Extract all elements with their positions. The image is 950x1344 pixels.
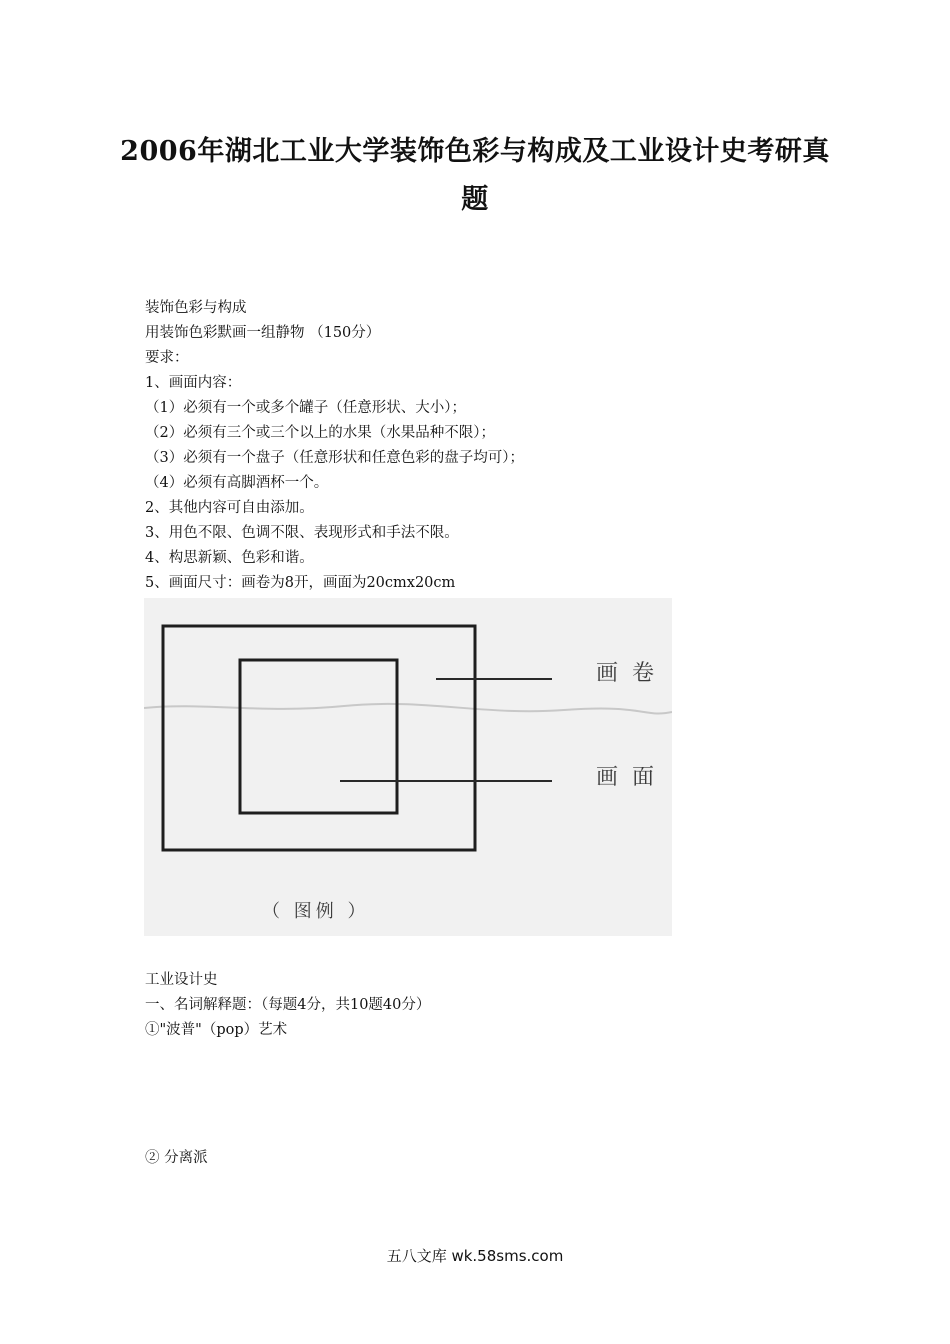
section-heading: 工业设计史 xyxy=(145,972,218,988)
requirement-item: 1、画面内容： xyxy=(145,375,242,391)
label-scroll: 画卷 xyxy=(596,661,669,686)
document-title-continued: 题 xyxy=(461,184,489,215)
diagram-background xyxy=(144,598,672,936)
section-heading: 装饰色彩与构成 xyxy=(145,300,247,316)
diagram-drawing xyxy=(144,598,672,936)
canvas-size-diagram xyxy=(144,598,672,936)
figure-caption: （ 图例 ） xyxy=(262,901,370,922)
requirement-subitem: （3）必须有一个盘子（任意形状和任意色彩的盘子均可）； xyxy=(145,450,524,466)
label-picture: 画面 xyxy=(596,765,669,790)
section-decorative-color xyxy=(145,296,825,596)
requirement-item: 2、其他内容可自由添加。 xyxy=(145,500,314,516)
question-item: ② 分离派 xyxy=(145,1150,208,1166)
footer-watermark: 五八文库 wk.58sms.com xyxy=(386,1247,564,1265)
requirements-heading: 要求： xyxy=(145,350,189,366)
requirement-subitem: （1）必须有一个或多个罐子（任意形状、大小）； xyxy=(145,400,466,416)
requirement-item: 4、构思新颖、色彩和谐。 xyxy=(145,550,314,566)
requirement-item: 5、画面尺寸：画卷为8开，画面为20cmx20cm xyxy=(145,575,456,591)
requirement-subitem: （2）必须有三个或三个以上的水果（水果品种不限）； xyxy=(145,425,495,441)
task-statement: 用装饰色彩默画一组静物 （150分） xyxy=(145,325,381,341)
question-type-heading: 一、名词解释题：（每题4分，共10题40分） xyxy=(145,997,431,1013)
requirement-item: 3、用色不限、色调不限、表现形式和手法不限。 xyxy=(145,525,459,541)
requirement-subitem: （4）必须有高脚酒杯一个。 xyxy=(145,475,329,491)
document-title: 2006年湖北工业大学装饰色彩与构成及工业设计史考研真 xyxy=(120,136,830,167)
question-item: ①"波普"（pop）艺术 xyxy=(145,1022,288,1038)
section-design-history xyxy=(145,968,825,1043)
